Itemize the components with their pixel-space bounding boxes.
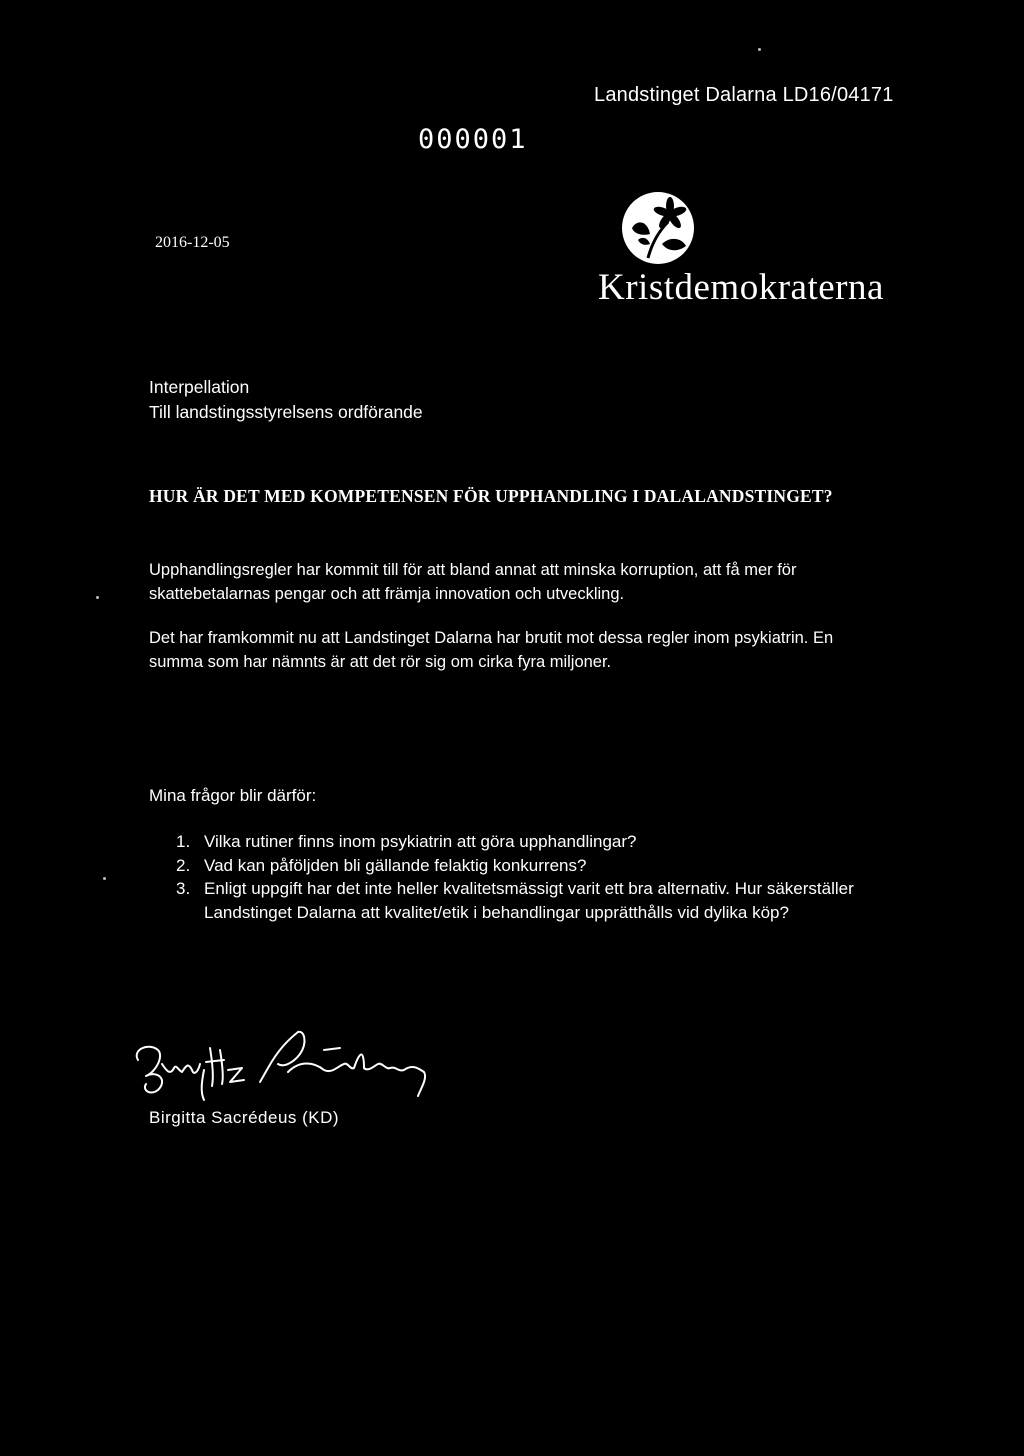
recipient: Till landstingsstyrelsens ordförande bbox=[149, 402, 423, 422]
flower-logo-icon bbox=[618, 188, 698, 268]
questions-list bbox=[176, 830, 886, 924]
list-item bbox=[176, 877, 886, 924]
scan-speck bbox=[96, 596, 99, 599]
question-number: 1. bbox=[176, 832, 191, 851]
document-number: 000001 bbox=[418, 124, 528, 155]
questions-intro: Mina frågor blir därför: bbox=[149, 786, 317, 805]
question-text: Vilka rutiner finns inom psykiatrin att göra upphandlingar? bbox=[204, 832, 637, 851]
question-number: 3. bbox=[176, 879, 191, 898]
signer-name: Birgitta Sacrédeus (KD) bbox=[149, 1108, 340, 1127]
document-type: Interpellation bbox=[149, 377, 250, 397]
body-paragraph-1: Upphandlingsregler har kommit till för att bland annat att minska korruption, att få mer för skattebetalarnas pengar och att främja innovation och utveckling. bbox=[149, 561, 797, 603]
document-date: 2016-12-05 bbox=[155, 234, 230, 251]
question-text: Vad kan påföljden bli gällande felaktig konkurrens? bbox=[204, 855, 587, 875]
list-item bbox=[176, 830, 886, 854]
scan-speck bbox=[103, 877, 106, 880]
registration-stamp: Landstinget Dalarna LD16/04171 bbox=[594, 84, 894, 106]
body-paragraph-2: Det har framkommit nu att Landstinget Dalarna har brutit mot dessa regler inom psykiatrin. En summa som har nämnts är att det rör sig om cirka fyra miljoner. bbox=[149, 629, 834, 671]
scan-speck bbox=[758, 48, 761, 51]
handwritten-signature-icon bbox=[128, 1020, 458, 1110]
document-title: HUR ÄR DET MED KOMPETENSEN FÖR UPPHANDLING I DALALANDSTINGET? bbox=[149, 486, 833, 506]
question-text: Enligt uppgift har det inte heller kvalitetsmässigt varit ett bra alternativ. Hur säkerställer Landstinget Dalarna att kvalitet/etik i behandlingar upprätthålls vid dylika köp? bbox=[204, 879, 854, 922]
question-number: 2. bbox=[176, 855, 191, 875]
party-name: Kristdemokraterna bbox=[598, 267, 884, 308]
interpellation-heading bbox=[149, 375, 423, 425]
list-item bbox=[176, 854, 886, 878]
